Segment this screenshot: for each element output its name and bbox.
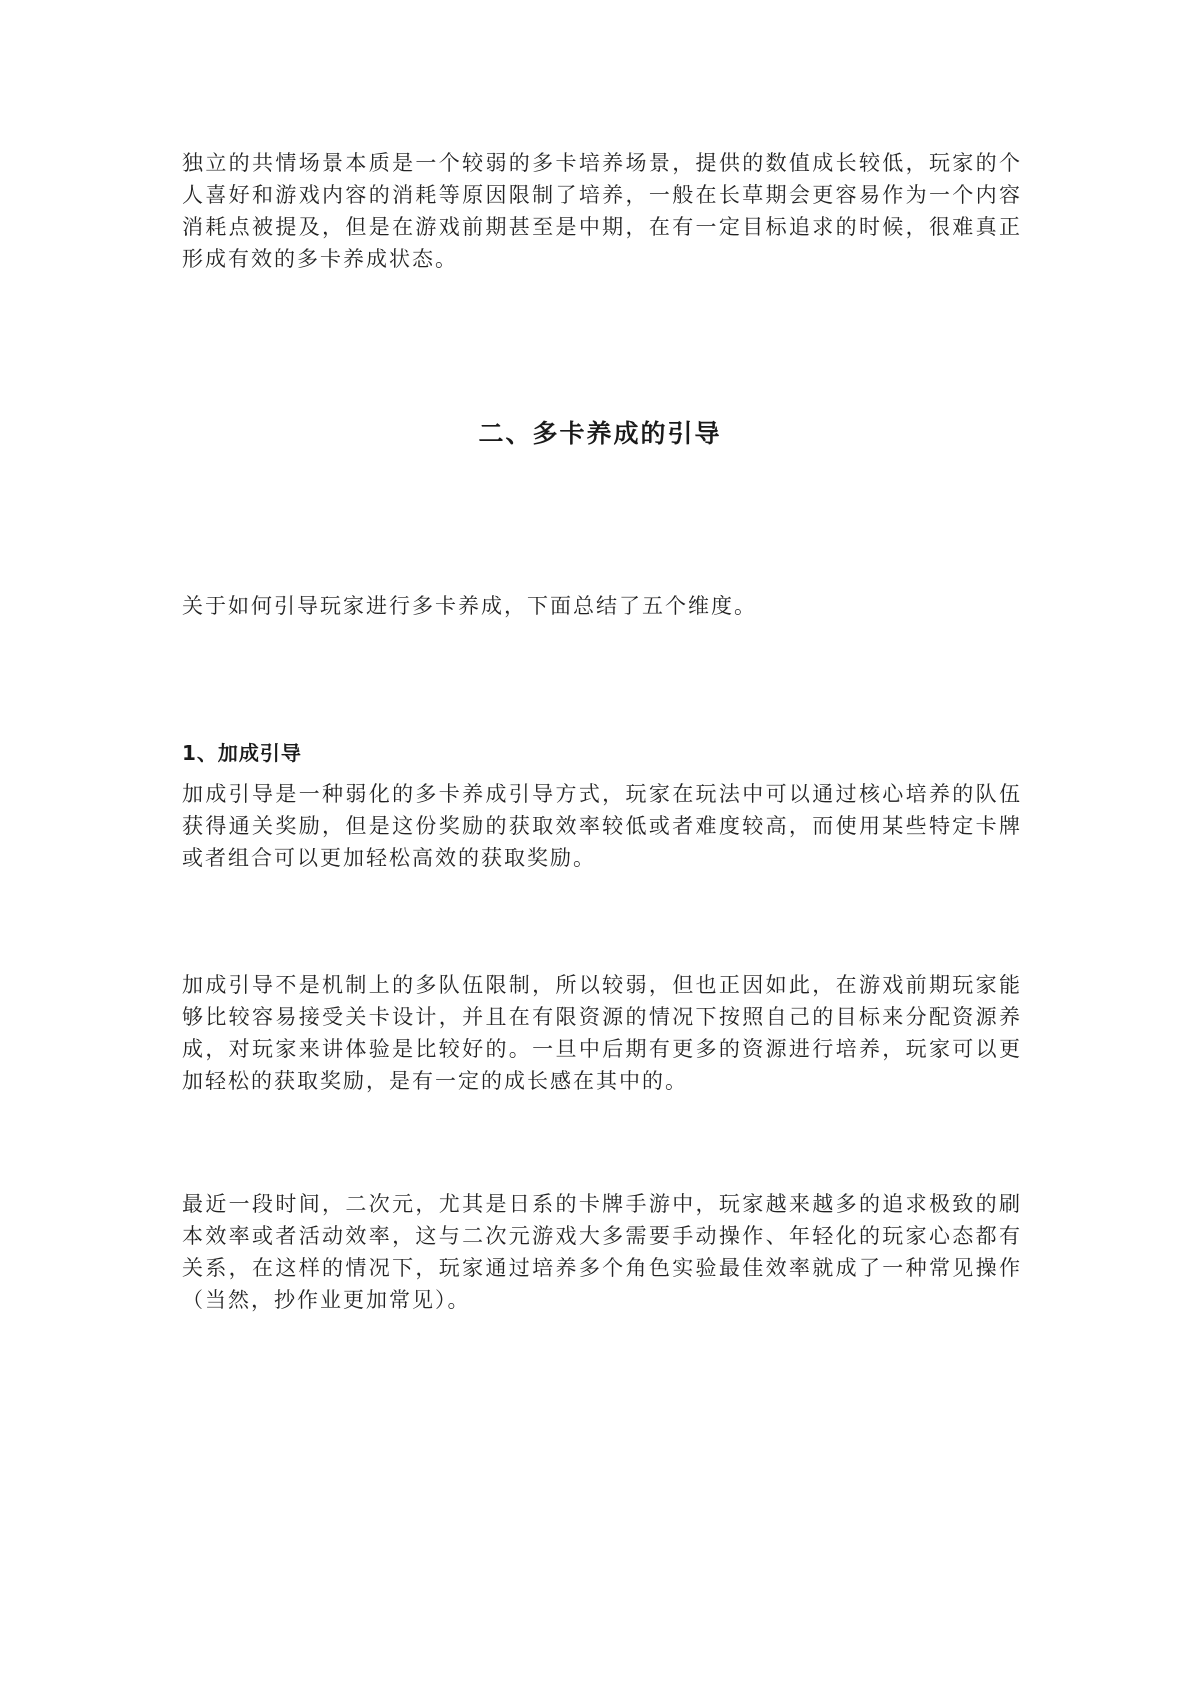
- body-paragraph: 独立的共情场景本质是一个较弱的多卡培养场景，提供的数值成长较低，玩家的个人喜好和游戏内容的消耗等原因限制了培养，一般在长草期会更容易作为一个内容消耗点被提及，但是在游戏前期甚至是中期，在有一定目标追求的时候，很难真正形成有效的多卡养成状态。: [182, 151, 1022, 271]
- subheading-block: [182, 737, 1022, 766]
- body-paragraph: 加成引导是一种弱化的多卡养成引导方式，玩家在玩法中可以通过核心培养的队伍获得通关奖励，但是这份奖励的获取效率较低或者难度较高，而使用某些特定卡牌或者组合可以更加轻松高效的获取奖励。: [182, 782, 1022, 870]
- section-heading: 二、多卡养成的引导: [478, 419, 722, 448]
- subsection-heading: 1、加成引导: [182, 741, 302, 765]
- paragraph-block-5: [182, 1188, 1022, 1316]
- paragraph-block-1: [182, 147, 1022, 275]
- body-paragraph: 关于如何引导玩家进行多卡养成，下面总结了五个维度。: [182, 594, 757, 618]
- body-paragraph: 加成引导不是机制上的多队伍限制，所以较弱，但也正因如此，在游戏前期玩家能够比较容易接受关卡设计，并且在有限资源的情况下按照自己的目标来分配资源养成，对玩家来讲体验是比较好的。一旦中后期有更多的资源进行培养，玩家可以更加轻松的获取奖励，是有一定的成长感在其中的。: [182, 973, 1022, 1093]
- paragraph-block-4: [182, 969, 1022, 1097]
- paragraph-block-2: [182, 590, 1022, 622]
- paragraph-block-3: [182, 778, 1022, 874]
- body-paragraph: 最近一段时间，二次元，尤其是日系的卡牌手游中，玩家越来越多的追求极致的刷本效率或者活动效率，这与二次元游戏大多需要手动操作、年轻化的玩家心态都有关系，在这样的情况下，玩家通过培养多个角色实验最佳效率就成了一种常见操作（当然，抄作业更加常见）。: [182, 1192, 1022, 1312]
